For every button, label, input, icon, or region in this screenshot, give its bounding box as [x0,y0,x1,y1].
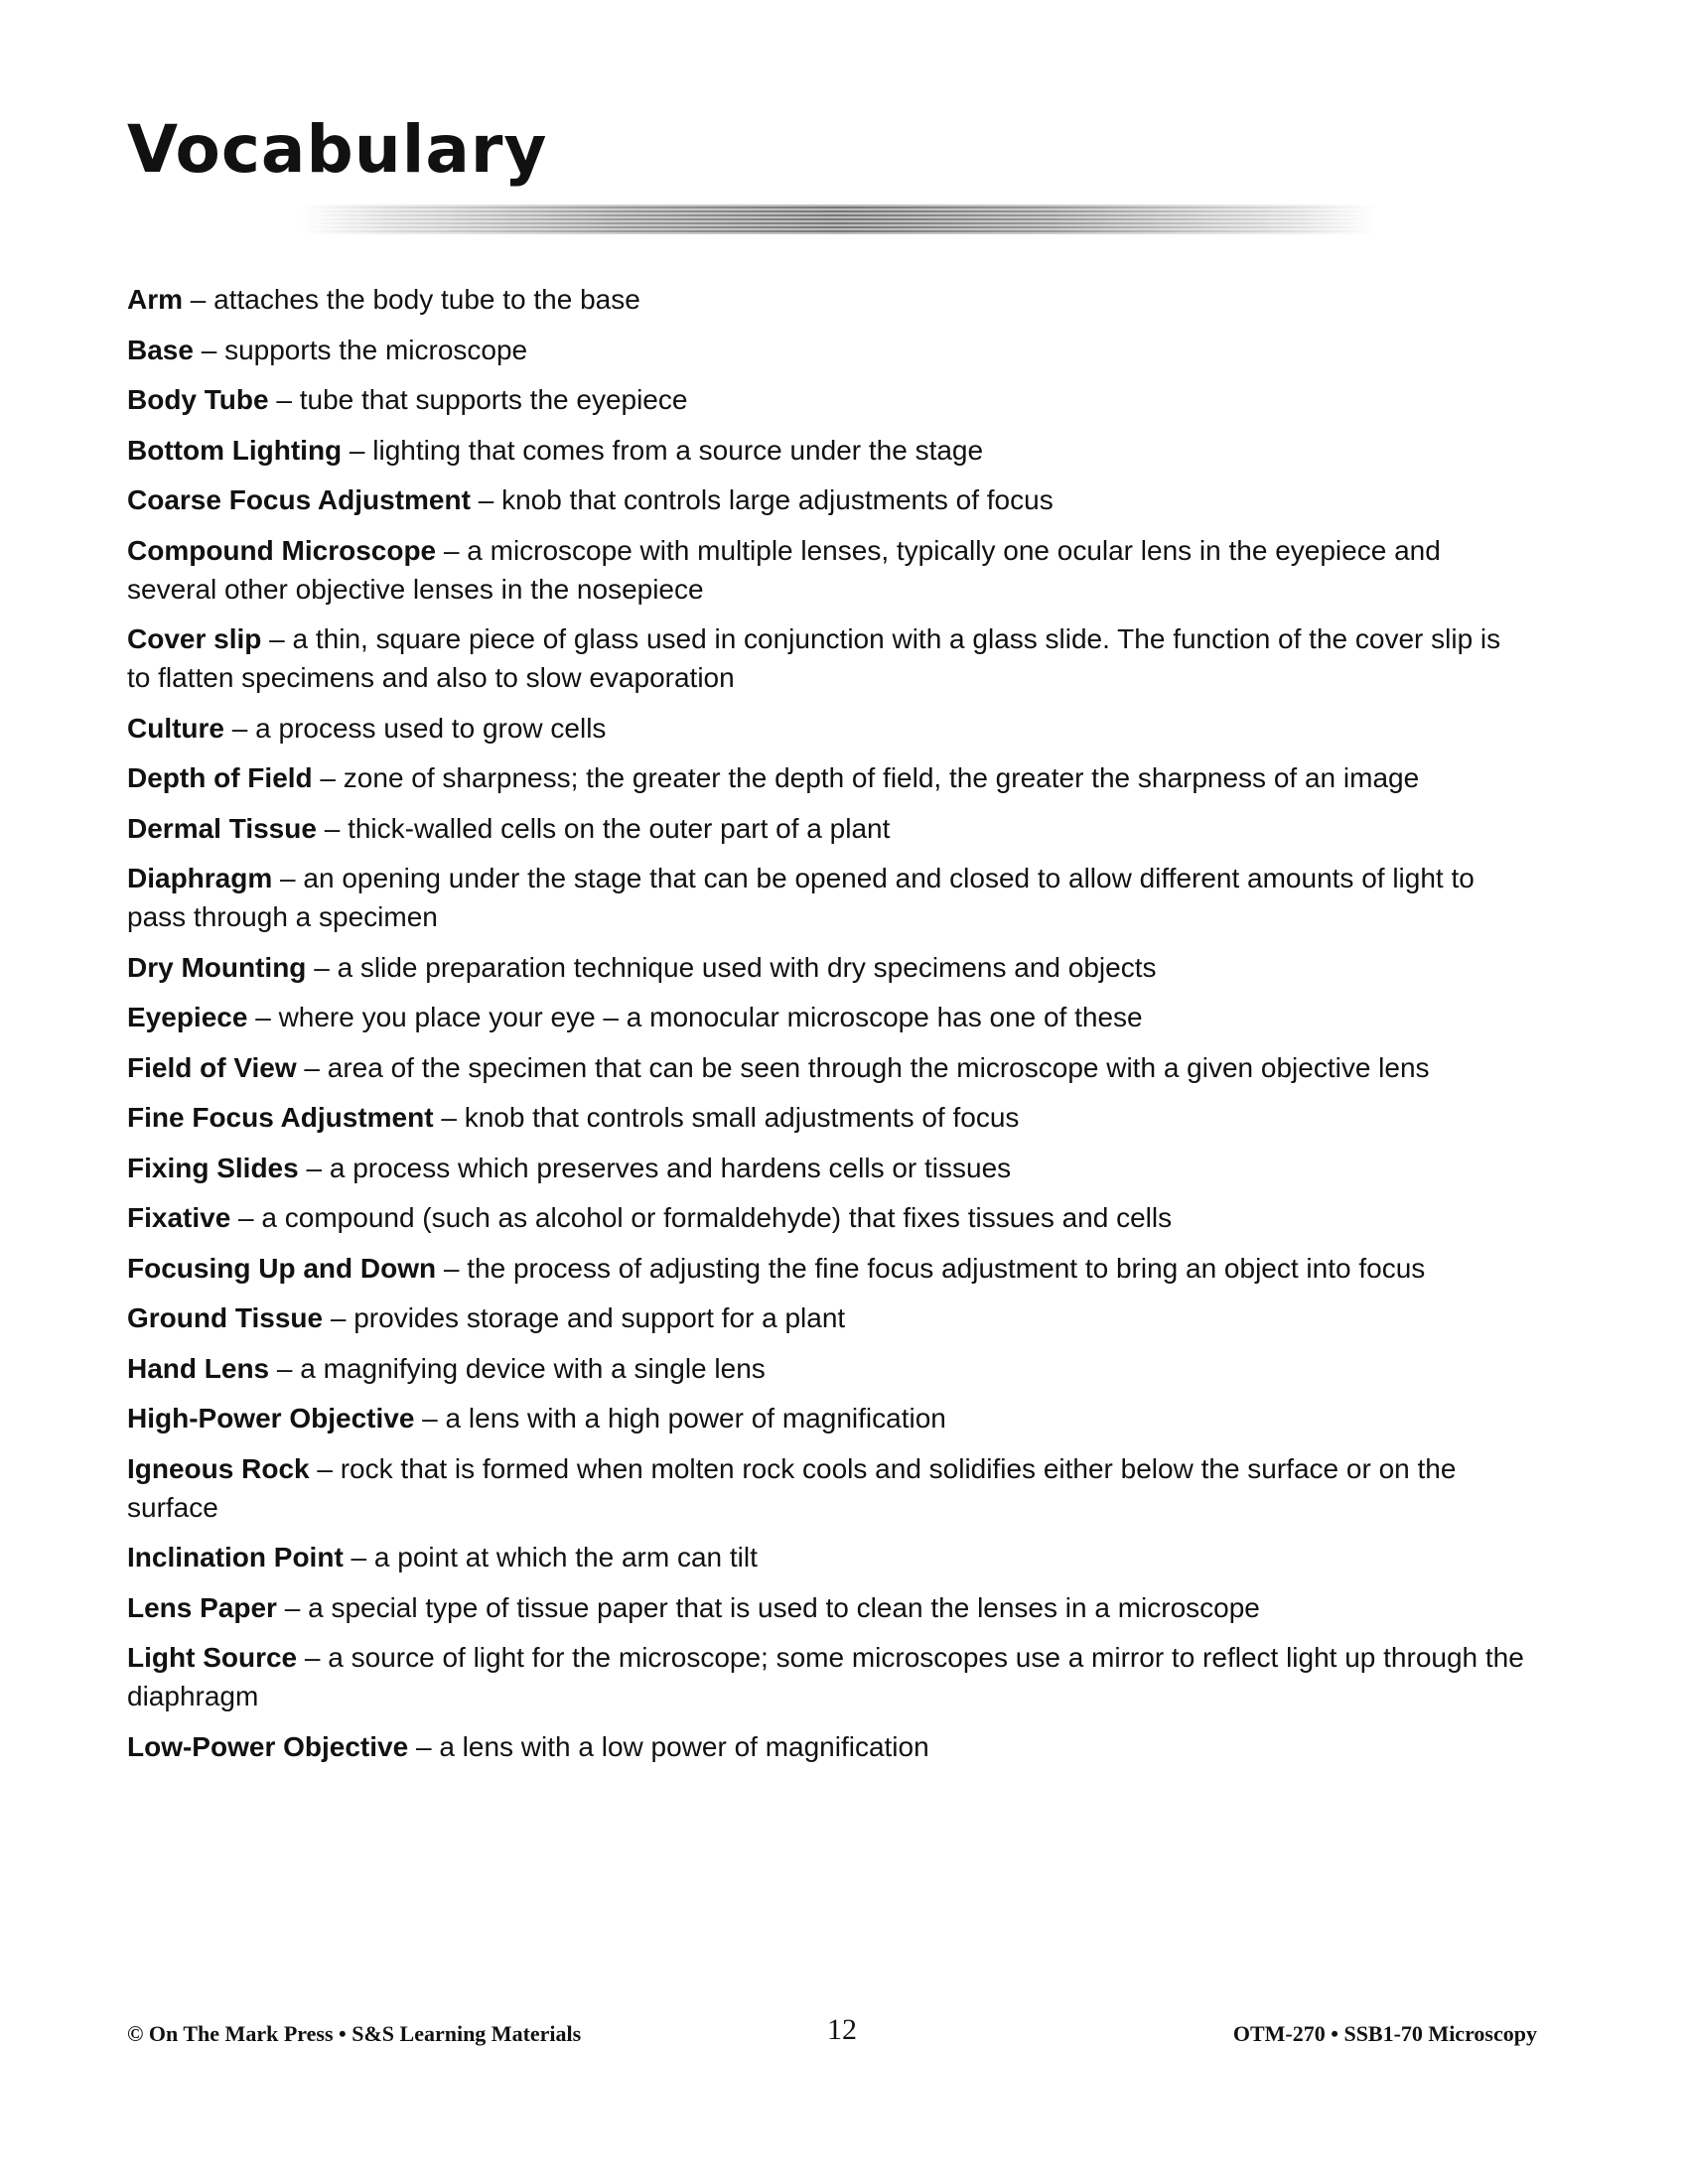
vocabulary-term: Diaphragm [127,863,273,893]
vocabulary-entry [127,280,1527,319]
vocabulary-definition: a thin, square piece of glass used in conjunction with a glass slide. The function of the cover slip is to flatten specimens and also to slow evaporation [127,623,1501,693]
vocabulary-entry [127,1249,1527,1288]
page-number: 12 [827,2013,857,2046]
vocabulary-entry [127,431,1527,470]
vocabulary-entry [127,859,1527,936]
term-separator: – [276,1591,309,1623]
term-separator: – [297,1642,329,1673]
vocabulary-term: High-Power Objective [127,1403,415,1433]
vocabulary-term: Body Tube [127,384,269,415]
vocabulary-entry [127,1298,1527,1337]
vocabulary-entry [127,948,1527,987]
vocabulary-entry [127,998,1527,1036]
vocabulary-entry [127,1198,1527,1237]
term-separator: – [272,863,304,893]
term-separator: – [309,1452,341,1484]
term-separator: – [436,1252,468,1284]
vocabulary-entry [127,1098,1527,1137]
vocabulary-term: Fixative [127,1202,231,1233]
vocabulary-definition: zone of sharpness; the greater the depth of field, the greater the sharpness of an image [343,762,1420,793]
vocabulary-entry [127,709,1527,748]
vocabulary-entry [127,758,1527,797]
vocabulary-term: Dermal Tissue [127,812,317,844]
term-separator: – [193,334,225,365]
vocabulary-entry [127,380,1527,419]
term-separator: – [436,534,468,566]
vocabulary-term: Light Source [127,1642,298,1673]
vocabulary-term: Fixing Slides [127,1152,299,1183]
vocabulary-definition: thick-walled cells on the outer part of a plant [348,812,891,844]
term-separator: – [183,284,214,315]
vocabulary-definition: a process which preserves and hardens cells or tissues [329,1152,1012,1183]
vocabulary-entry [127,809,1527,848]
term-separator: – [261,623,293,654]
vocabulary-definition: a special type of tissue paper that is used to clean the lenses in a microscope [308,1591,1260,1623]
vocabulary-term: Arm [127,284,184,315]
vocabulary-definition: where you place your eye – a monocular microscope has one of these [278,1002,1143,1032]
vocabulary-term: Igneous Rock [127,1452,310,1484]
footer-title: OTM-270 • SSB1-70 Microscopy [1232,2021,1537,2046]
term-separator: – [316,812,349,844]
term-separator: – [224,712,256,744]
vocabulary-entry [127,1149,1527,1187]
vocabulary-term: Depth of Field [127,762,313,793]
vocabulary-term: Ground Tissue [127,1302,324,1333]
vocabulary-term: Dry Mounting [127,951,307,983]
vocabulary-definition: the process of adjusting the fine focus adjustment to bring an object into focus [467,1252,1426,1284]
vocabulary-definition: a slide preparation technique used with dry specimens and objects [337,951,1157,983]
vocabulary-definition: provides storage and support for a plant [353,1302,846,1333]
term-separator: – [269,1352,301,1384]
vocabulary-term: Inclination Point [127,1542,344,1572]
vocabulary-entry [127,1349,1527,1388]
vocabulary-term: Bottom Lighting [127,434,343,466]
vocabulary-term: Field of View [127,1051,297,1083]
vocabulary-definition: a compound (such as alcohol or formaldehyde) that fixes tissues and cells [261,1202,1173,1233]
page-title: Vocabulary [127,111,548,188]
vocabulary-definition: lighting that comes from a source under the stage [372,434,984,466]
vocabulary-entry [127,531,1527,609]
vocabulary-entry [127,480,1527,519]
vocabulary-term: Fine Focus Adjustment [127,1102,434,1133]
vocabulary-definition: tube that supports the eyepiece [299,384,688,415]
vocabulary-definition: a lens with a low power of magnification [439,1730,929,1762]
term-separator: – [342,434,373,466]
vocabulary-definition: a process used to grow cells [255,712,607,744]
term-separator: – [306,951,338,983]
vocabulary-definition: a lens with a high power of magnification [445,1403,946,1433]
term-separator: – [323,1302,354,1333]
term-separator: – [296,1051,328,1083]
vocabulary-entry [127,619,1527,697]
vocabulary-entry [127,1048,1527,1087]
vocabulary-entry [127,1399,1527,1437]
vocabulary-entry [127,331,1527,369]
term-separator: – [343,1542,374,1572]
vocabulary-definition: a point at which the arm can tilt [373,1542,758,1572]
term-separator: – [298,1152,330,1183]
term-separator: – [230,1202,262,1233]
vocabulary-definition: area of the specimen that can be seen through the microscope with a given objective lens [327,1051,1430,1083]
vocabulary-entry [127,1538,1527,1576]
vocabulary-term: Base [127,334,194,365]
vocabulary-term: Compound Microscope [127,534,437,566]
term-separator: – [414,1403,446,1433]
vocabulary-term: Culture [127,712,224,744]
title-divider [301,205,1376,234]
vocabulary-term: Eyepiece [127,1002,248,1032]
vocabulary-term: Hand Lens [127,1352,270,1384]
vocabulary-term: Focusing Up and Down [127,1252,437,1284]
vocabulary-term: Low-Power Objective [127,1730,409,1762]
vocabulary-definition: rock that is formed when molten rock cools and solidifies either below the surface or on the surface [127,1452,1457,1523]
vocabulary-entry [127,1449,1527,1527]
vocabulary-term: Lens Paper [127,1591,277,1623]
vocabulary-definition: a microscope with multiple lenses, typically one ocular lens in the eyepiece and several other objective lenses in the nosepiece [127,534,1441,605]
footer-publisher: © On The Mark Press • S&S Learning Materials [127,2021,582,2046]
vocabulary-entry [127,1638,1527,1715]
term-separator: – [408,1730,440,1762]
vocabulary-term: Cover slip [127,623,262,654]
vocabulary-list [127,280,1527,1777]
term-separator: – [247,1002,279,1032]
vocabulary-definition: an opening under the stage that can be opened and closed to allow different amounts of light to pass through a specimen [127,863,1475,932]
vocabulary-entry [127,1588,1527,1627]
vocabulary-definition: knob that controls small adjustments of focus [464,1102,1020,1133]
vocabulary-definition: a magnifying device with a single lens [300,1352,766,1384]
vocabulary-definition: knob that controls large adjustments of focus [501,484,1054,515]
vocabulary-entry [127,1727,1527,1766]
vocabulary-definition: supports the microscope [224,334,528,365]
term-separator: – [470,484,502,515]
vocabulary-term: Coarse Focus Adjustment [127,484,471,515]
vocabulary-definition: attaches the body tube to the base [213,284,640,315]
term-separator: – [433,1102,465,1133]
vocabulary-definition: a source of light for the microscope; some microscopes use a mirror to reflect light up through the diaphragm [127,1642,1524,1711]
term-separator: – [312,762,344,793]
term-separator: – [268,384,300,415]
